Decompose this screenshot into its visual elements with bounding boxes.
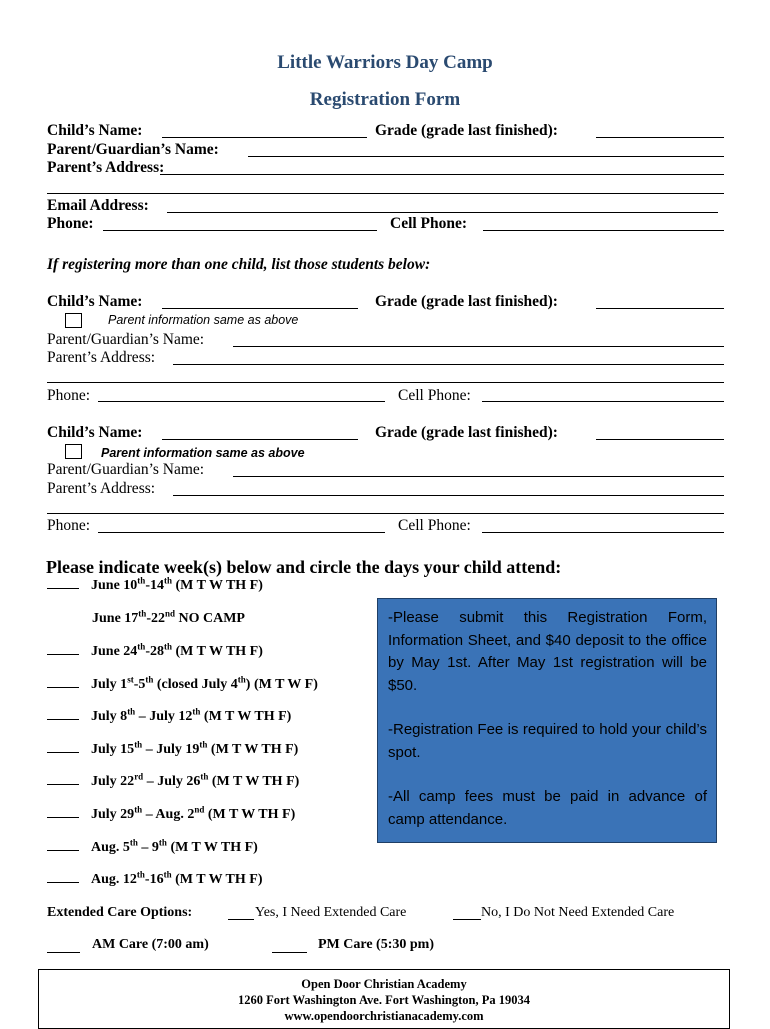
weeks-heading: Please indicate week(s) below and circle the days your child attend: bbox=[46, 557, 562, 577]
week-9-blank[interactable] bbox=[47, 850, 79, 851]
school-address: 1260 Fort Washington Ave. Fort Washington, Pa 19034 bbox=[237, 993, 531, 1007]
cell-phone-label: Cell Phone: bbox=[390, 215, 468, 232]
child3-phone-field[interactable] bbox=[98, 532, 385, 533]
child3-grade-field[interactable] bbox=[596, 439, 724, 440]
info-fee-text: -Registration Fee is required to hold your child’s spot. bbox=[388, 721, 707, 761]
child2-parent-address-label: Parent’s Address: bbox=[47, 349, 156, 366]
week-row-3: June 24th-28th (M T W TH F) bbox=[47, 644, 263, 660]
week-4-blank[interactable] bbox=[47, 687, 79, 688]
parent-address-field[interactable] bbox=[160, 174, 724, 175]
child3-parent-name-field[interactable] bbox=[233, 476, 724, 477]
child2-phone-field[interactable] bbox=[98, 401, 385, 402]
info-deposit-text: -Please submit this Registration Form, Information Sheet, and $40 deposit to the office by May 1st. After May 1st registration will be $50. bbox=[388, 609, 707, 694]
week-row-7: July 22rd – July 26th (M T W TH F) bbox=[47, 774, 299, 790]
child2-same-parent-label: Parent information same as above bbox=[108, 313, 299, 327]
week-row-9: Aug. 5th – 9th (M T W TH F) bbox=[47, 840, 258, 856]
pm-care-blank[interactable] bbox=[272, 952, 307, 953]
child3-cell-phone-label: Cell Phone: bbox=[398, 517, 471, 534]
extended-care-no-blank[interactable] bbox=[453, 919, 481, 920]
child2-cell-phone-label: Cell Phone: bbox=[398, 387, 471, 404]
week-6-blank[interactable] bbox=[47, 752, 79, 753]
grade-field[interactable] bbox=[596, 137, 724, 138]
registration-info-box bbox=[377, 598, 717, 843]
extended-care-yes-blank[interactable] bbox=[228, 919, 254, 920]
child-name-label: Child’s Name: bbox=[47, 122, 143, 139]
child2-parent-address-field-2[interactable] bbox=[47, 382, 724, 383]
child3-phone-label: Phone: bbox=[47, 517, 91, 534]
email-field[interactable] bbox=[167, 212, 718, 213]
additional-children-instruction: If registering more than one child, list those students below: bbox=[47, 256, 431, 273]
extended-care-yes: Yes, I Need Extended Care bbox=[255, 905, 407, 920]
am-care-blank[interactable] bbox=[47, 952, 80, 953]
child2-grade-field[interactable] bbox=[596, 308, 724, 309]
child3-same-parent-checkbox[interactable] bbox=[65, 444, 82, 459]
week-row-2: June 17th-22nd NO CAMP bbox=[92, 608, 245, 626]
child3-parent-name-label: Parent/Guardian’s Name: bbox=[47, 461, 205, 478]
child3-parent-address-field-2[interactable] bbox=[47, 513, 724, 514]
form-title: Little Warriors Day Camp bbox=[277, 52, 493, 73]
email-label: Email Address: bbox=[47, 197, 149, 214]
child2-grade-label: Grade (grade last finished): bbox=[375, 293, 558, 310]
form-subtitle: Registration Form bbox=[309, 89, 461, 110]
info-advance-text: -All camp fees must be paid in advance of camp attendance. bbox=[388, 788, 707, 828]
child3-parent-address-label: Parent’s Address: bbox=[47, 480, 156, 497]
am-care-label: AM Care (7:00 am) bbox=[92, 937, 209, 952]
week-7-blank[interactable] bbox=[47, 784, 79, 785]
child3-name-field[interactable] bbox=[162, 439, 358, 440]
child3-same-parent-label: Parent information same as above bbox=[101, 446, 305, 460]
child2-parent-name-field[interactable] bbox=[233, 346, 724, 347]
phone-field[interactable] bbox=[103, 230, 377, 231]
school-footer bbox=[38, 969, 730, 1029]
school-name: Open Door Christian Academy bbox=[301, 977, 467, 991]
parent-address-label: Parent’s Address: bbox=[47, 159, 165, 176]
extended-care-no: No, I Do Not Need Extended Care bbox=[481, 905, 675, 920]
child3-name-label: Child’s Name: bbox=[47, 424, 143, 441]
child3-cell-phone-field[interactable] bbox=[482, 532, 724, 533]
week-10-blank[interactable] bbox=[47, 882, 79, 883]
extended-care-label: Extended Care Options: bbox=[47, 905, 193, 920]
pm-care-label: PM Care (5:30 pm) bbox=[318, 937, 434, 952]
child2-same-parent-checkbox[interactable] bbox=[65, 313, 82, 328]
week-row-5: July 8th – July 12th (M T W TH F) bbox=[47, 709, 291, 725]
week-3-blank[interactable] bbox=[47, 654, 79, 655]
child2-cell-phone-field[interactable] bbox=[482, 401, 724, 402]
week-8-blank[interactable] bbox=[47, 817, 79, 818]
child2-phone-label: Phone: bbox=[47, 387, 91, 404]
child-name-field[interactable] bbox=[162, 137, 367, 138]
child2-parent-name-label: Parent/Guardian’s Name: bbox=[47, 331, 205, 348]
phone-label: Phone: bbox=[47, 215, 94, 232]
week-row-10: Aug. 12th-16th (M T W TH F) bbox=[47, 872, 263, 888]
child3-grade-label: Grade (grade last finished): bbox=[375, 424, 558, 441]
week-row-1: June 10th-14th (M T W TH F) bbox=[47, 578, 263, 594]
parent-name-label: Parent/Guardian’s Name: bbox=[47, 141, 219, 158]
parent-name-field[interactable] bbox=[248, 156, 724, 157]
child2-name-label: Child’s Name: bbox=[47, 293, 143, 310]
parent-address-field-2[interactable] bbox=[47, 193, 724, 194]
week-row-8: July 29th – Aug. 2nd (M T W TH F) bbox=[47, 807, 295, 823]
week-row-4: July 1st-5th (closed July 4th) (M T W F) bbox=[47, 677, 318, 693]
child3-parent-address-field[interactable] bbox=[173, 495, 724, 496]
child2-name-field[interactable] bbox=[162, 308, 358, 309]
week-5-blank[interactable] bbox=[47, 719, 79, 720]
week-1-blank[interactable] bbox=[47, 588, 79, 589]
school-website[interactable]: www.opendoorchristianacademy.com bbox=[284, 1009, 484, 1023]
child2-parent-address-field[interactable] bbox=[173, 364, 724, 365]
cell-phone-field[interactable] bbox=[483, 230, 724, 231]
week-row-6: July 15th – July 19th (M T W TH F) bbox=[47, 742, 298, 758]
grade-label: Grade (grade last finished): bbox=[375, 122, 558, 139]
